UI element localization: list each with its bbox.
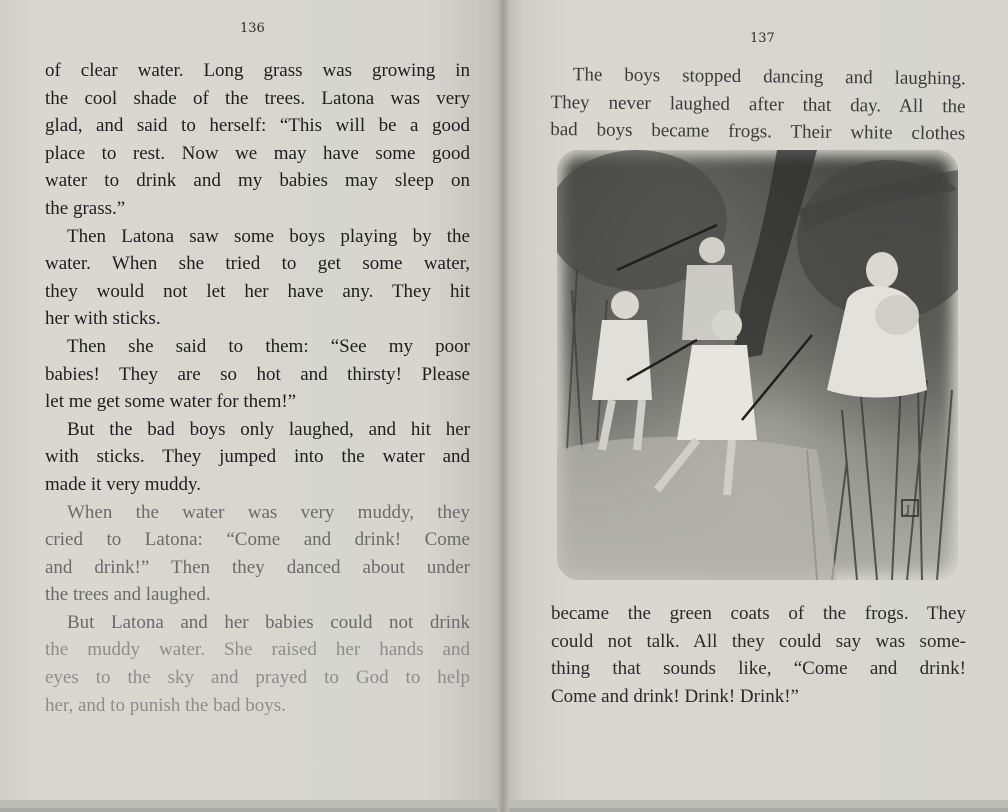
text-line: with sticks. They jumped into the water and xyxy=(45,446,470,468)
illustration-drawing xyxy=(557,150,958,580)
text-line: babies! They are so hot and thirsty! Please xyxy=(45,363,470,385)
right-page-text-bottom xyxy=(551,600,966,710)
text-line: of clear water. Long grass was growing in xyxy=(45,60,470,81)
text-line: her, and to punish the bad boys. xyxy=(45,694,286,716)
text-line: glad, and said to herself: “This will be a good xyxy=(45,115,470,137)
text-line: thing that sounds like, “Come and drink! xyxy=(551,658,966,680)
text-line: the muddy water. She raised her hands and xyxy=(45,639,470,661)
text-line: made it very muddy. xyxy=(45,473,202,495)
text-line: When the water was very muddy, they xyxy=(67,501,470,523)
text-line: place to rest. Now we may have some good xyxy=(45,142,470,164)
page-number-left: 136 xyxy=(240,21,265,36)
right-page-text-top xyxy=(550,61,966,148)
page-number-right: 137 xyxy=(750,31,775,46)
text-line: the cool shade of the trees. Latona was very xyxy=(45,87,470,109)
text-line: But Latona and her babies could not drink xyxy=(67,611,470,633)
text-line: They never laughed after that day. All the xyxy=(550,91,966,117)
text-line: But the bad boys only laughed, and hit her xyxy=(67,418,470,440)
text-line: cried to Latona: “Come and drink! Come xyxy=(45,529,470,551)
text-line: water. When she tried to get some water, xyxy=(45,253,470,275)
text-line: they would not let her have any. They hit xyxy=(45,280,470,302)
text-line: The boys stopped dancing and laughing. xyxy=(572,64,966,90)
svg-text:J: J xyxy=(906,505,911,516)
text-line: Come and drink! Drink! Drink!” xyxy=(551,685,799,707)
engraving-illustration xyxy=(557,150,958,580)
text-line: bad boys became frogs. Their white clothes xyxy=(550,119,966,145)
text-line: Then she said to them: “See my poor xyxy=(67,335,470,357)
text-line: water to drink and my babies may sleep on xyxy=(45,170,470,192)
text-line: eyes to the sky and prayed to God to help xyxy=(45,667,470,689)
left-page-text xyxy=(45,57,470,719)
text-line: let me get some water for them!” xyxy=(45,391,297,413)
text-line: Then Latona saw some boys playing by the xyxy=(67,225,470,247)
text-line: could not talk. All they could say was some- xyxy=(551,630,966,652)
text-line: became the green coats of the frogs. They xyxy=(551,603,966,624)
text-line: the grass.” xyxy=(45,197,126,219)
book-gutter xyxy=(497,0,509,812)
text-line: her with sticks. xyxy=(45,308,161,330)
text-line: the trees and laughed. xyxy=(45,584,211,606)
text-line: and drink!” Then they danced about under xyxy=(45,556,470,578)
